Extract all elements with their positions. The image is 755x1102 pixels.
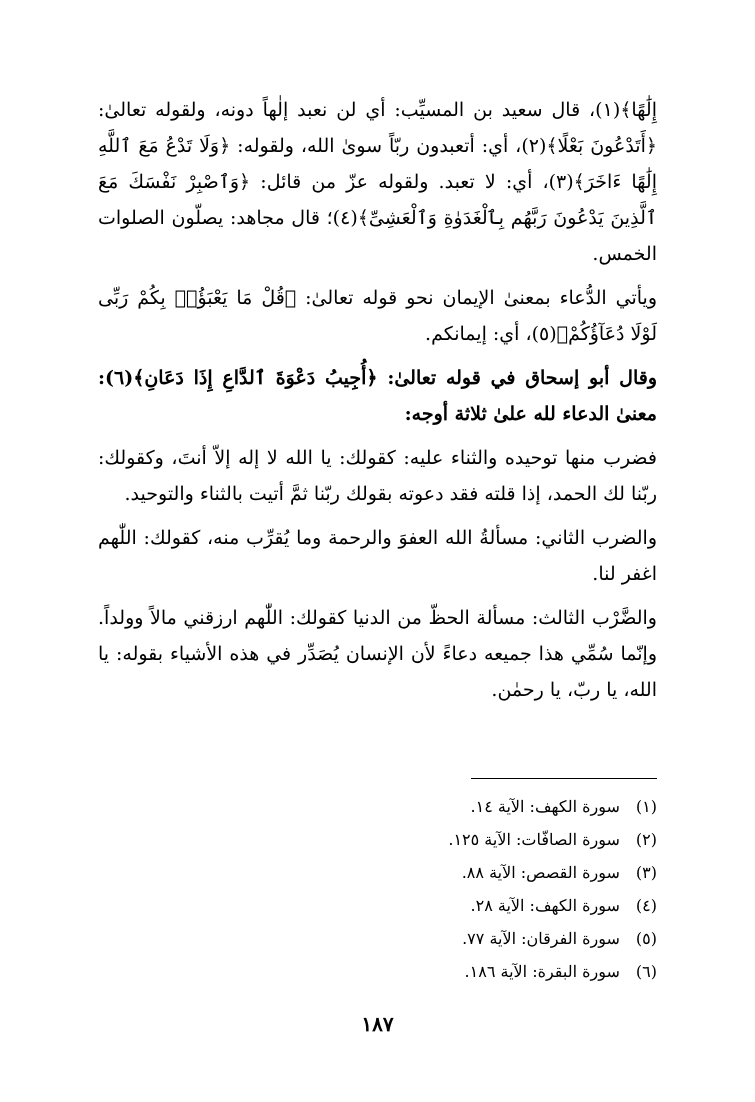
footnote-number: (٣)	[635, 863, 657, 882]
footnote-text: سورة الكهف: الآية ١٤.	[470, 797, 620, 816]
footnote-separator	[471, 778, 657, 779]
paragraph-2: ويأتي الدُّعاء بمعنىٰ الإيمان نحو قوله تعالىٰ: ﴿قُلْ مَا يَعْبَؤُا۟ بِكُمْ رَبِّى لَوْلَا دُعَآؤُكُمْ﴾(٥)، أي: إيمانكم.	[98, 287, 657, 345]
paragraph-1: إِلَٰهًا﴾(١)، قال سعيد بن المسيِّب: أي لن نعبد إلٰهاً دونه، ولقوله تعالىٰ: ﴿أَتَدْعُونَ بَعْلًا﴾(٢)، أي: أتعبدون ربّاً سوىٰ الله، ولقوله: ﴿وَلَا تَدْعُ مَعَ ٱللَّهِ إِلَٰهًا ءَاخَرَ﴾(٣)، أي: لا تعبد. ولقوله عزّ من قائل: ﴿وَٱصْبِرْ نَفْسَكَ مَعَ ٱلَّذِينَ يَدْعُونَ رَبَّهُم بِٱلْغَدَوٰةِ وَٱلْعَشِىِّ﴾(٤)؛ قال مجاهد: يصلّون الصلوات الخمس.	[98, 99, 658, 265]
paragraph-3: وقال أبو إسحاق في قوله تعالىٰ: ﴿أُجِيبُ دَعْوَةَ ٱلدَّاعِ إِذَا دَعَانِ﴾(٦): معنىٰ الدعاء لله علىٰ ثلاثة أوجه:	[98, 367, 657, 425]
paragraph-4: فضرب منها توحيده والثناء عليه: كقولك: يا الله لا إله إلاّ أنتَ، وكقولك: ربّنا لك الحمد، إذا قلته فقد دعوته بقولك ربّنا ثمَّ أتيت بالثناء والتوحيد.	[98, 447, 657, 505]
main-text	[98, 92, 657, 708]
paragraph-5: والضرب الثاني: مسألةُ الله العفوَ والرحمة وما يُقرِّب منه، كقولك: اللّٰهم اغفر لنا.	[98, 527, 657, 585]
footnote-number: (٢)	[635, 830, 657, 849]
footnotes	[257, 790, 657, 988]
footnote-text: سورة البقرة: الآية ١٨٦.	[464, 962, 620, 981]
footnote-text: سورة الكهف: الآية ٢٨.	[470, 896, 620, 915]
footnote-number: (٥)	[635, 929, 657, 948]
footnote-text: سورة القصص: الآية ٨٨.	[461, 863, 620, 882]
footnote-number: (٦)	[635, 962, 657, 981]
footnote-item	[257, 889, 657, 922]
footnote-item	[257, 790, 657, 823]
footnote-item	[257, 856, 657, 889]
footnote-item	[257, 823, 657, 856]
footnote-number: (٤)	[635, 896, 657, 915]
footnote-item	[257, 922, 657, 955]
footnote-text: سورة الفرقان: الآية ٧٧.	[462, 929, 620, 948]
footnote-item	[257, 955, 657, 988]
footnote-number: (١)	[635, 797, 657, 816]
page-number: ١٨٧	[361, 1012, 394, 1036]
paragraph-6: والضَّرْب الثالث: مسألة الحظّ من الدنيا كقولك: اللّٰهم ارزقني مالاً وولداً. وإنّما سُمِّي هذا جميعه دعاءً لأن الإنسان يُصَدِّر في هذه الأشياء بقوله: يا الله، يا ربّ، يا رحمٰن.	[98, 607, 657, 701]
footnote-text: سورة الصافّات: الآية ١٢٥.	[448, 830, 620, 849]
